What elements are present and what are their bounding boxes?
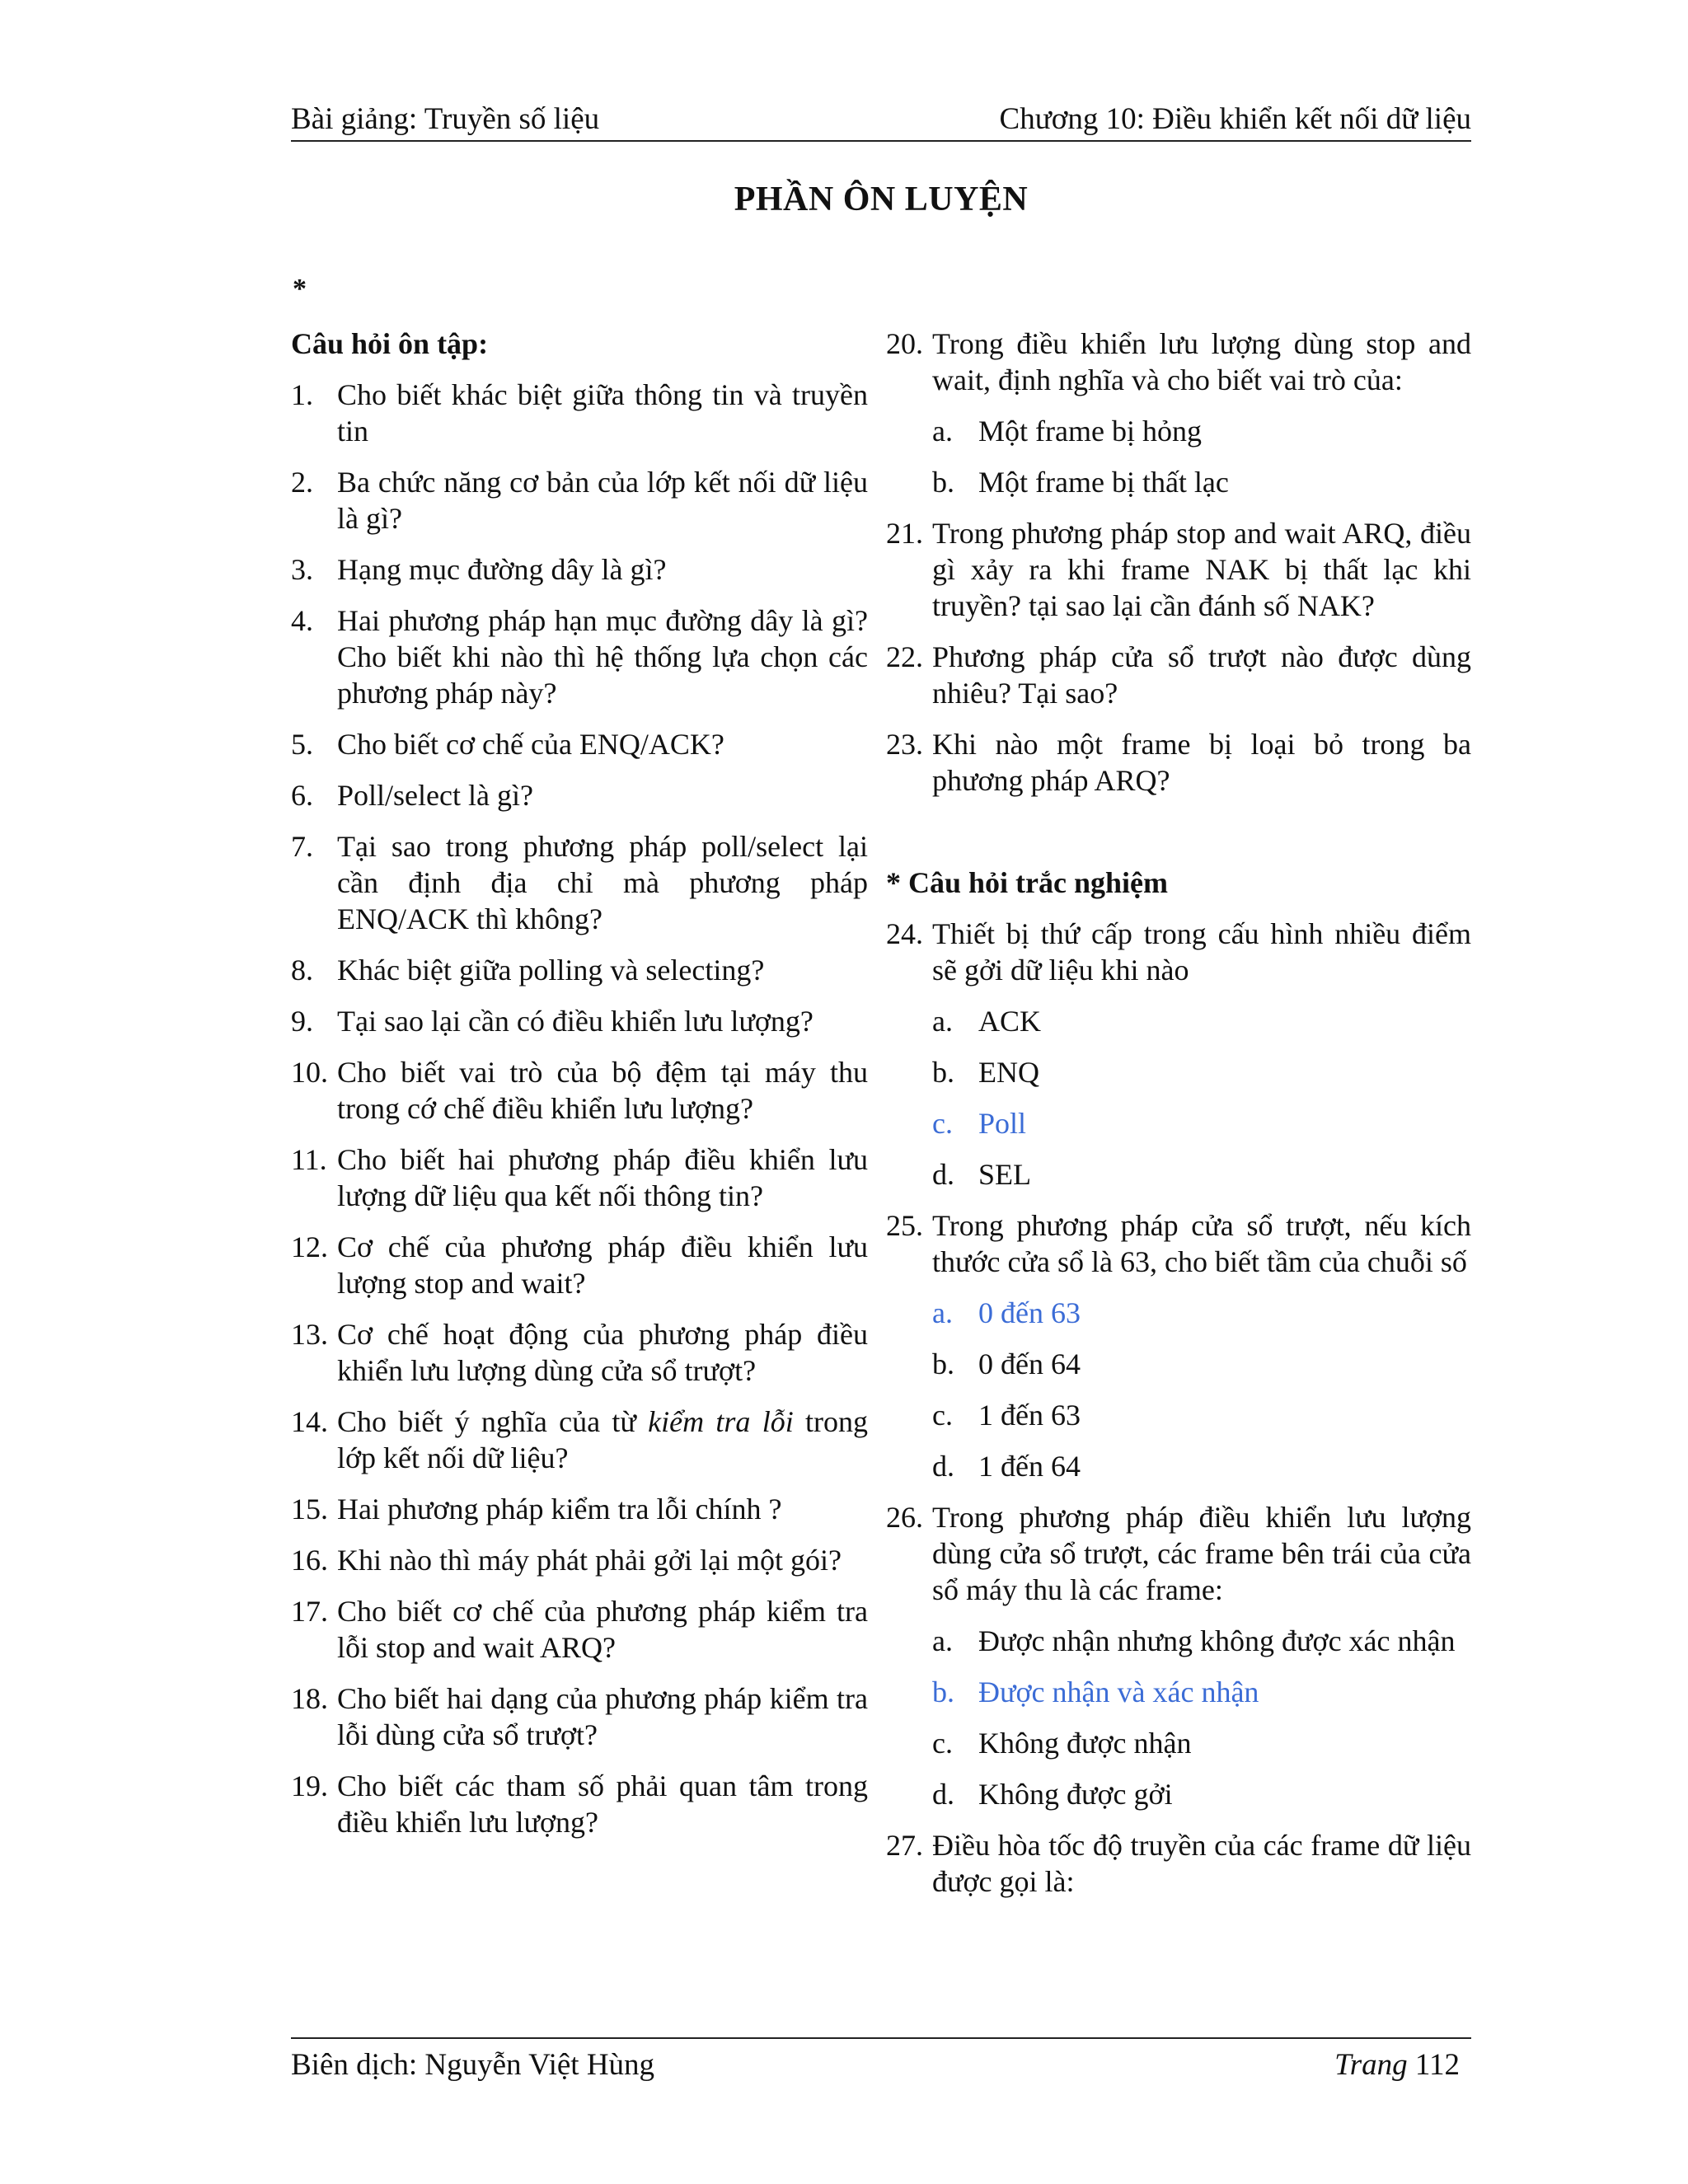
question-2 — [291, 464, 868, 537]
option-24c-correct — [932, 1105, 1471, 1141]
quiz-heading: * Câu hỏi trắc nghiệm — [886, 866, 1168, 899]
option-text: Poll — [978, 1107, 1027, 1140]
option-letter: a. — [932, 1296, 953, 1329]
option-text: 0 đến 64 — [978, 1347, 1081, 1380]
question-text: Trong điều khiển lưu lượng dùng stop and wait, định nghĩa và cho biết vai trò của: — [932, 327, 1471, 396]
question-text: Ba chức năng cơ bản của lớp kết nối dữ liệu là gì? — [337, 466, 868, 535]
question-text: Cơ chế hoạt động của phương pháp điều khiển lưu lượng dùng cửa sổ trượt? — [337, 1318, 868, 1387]
question-number: 22. — [886, 640, 923, 673]
option-letter: d. — [932, 1778, 954, 1811]
question-text: Trong phương pháp cửa sổ trượt, nếu kích thước cửa sổ là 63, cho biết tầm của chuỗi số — [932, 1209, 1471, 1278]
question-number: 3. — [291, 553, 313, 586]
option-letter: c. — [932, 1727, 953, 1760]
question-24 — [886, 916, 1471, 988]
question-text — [337, 1404, 868, 1476]
question-number: 27. — [886, 1829, 923, 1862]
question-text: Cho biết hai phương pháp điều khiển lưu lượng dữ liệu qua kết nối thông tin? — [337, 1143, 868, 1212]
question-number: 11. — [291, 1143, 327, 1176]
question-text: Trong phương pháp stop and wait ARQ, điều gì xảy ra khi frame NAK bị thất lạc khi truyền? tại sao lại cần đánh số NAK? — [932, 517, 1471, 622]
option-letter: b. — [932, 1675, 954, 1708]
question-text-emphasis: kiểm tra lỗi — [648, 1405, 794, 1438]
question-text-part: trong lớp kết nối dữ liệu? — [337, 1405, 868, 1474]
option-25c — [932, 1397, 1471, 1433]
option-text: 1 đến 64 — [978, 1450, 1081, 1483]
option-24d — [932, 1156, 1471, 1193]
question-number: 25. — [886, 1209, 923, 1242]
question-text: Tại sao trong phương pháp poll/select lại cần định địa chỉ mà phương pháp ENQ/ACK thì không? — [337, 830, 868, 935]
question-22 — [886, 639, 1471, 711]
header-right: Chương 10: Điều khiển kết nối dữ liệu — [999, 102, 1471, 136]
page-label: Trang — [1334, 2048, 1408, 2082]
question-number: 26. — [886, 1501, 923, 1534]
question-1 — [291, 377, 868, 449]
question-text: Cho biết cơ chế của ENQ/ACK? — [337, 728, 724, 761]
question-text: Hai phương pháp hạn mục đường dây là gì? Cho biết khi nào thì hệ thống lựa chọn các phương pháp này? — [337, 604, 868, 710]
question-number: 6. — [291, 779, 313, 812]
question-text: Cho biết vai trò của bộ đệm tại máy thu trong cớ chế điều khiển lưu lượng? — [337, 1056, 868, 1125]
option-20b — [932, 464, 1471, 500]
option-25b — [932, 1346, 1471, 1382]
question-21 — [886, 515, 1471, 624]
question-7 — [291, 828, 868, 937]
question-23 — [886, 726, 1471, 799]
question-number: 20. — [886, 327, 923, 360]
question-text: Phương pháp cửa sổ trượt nào được dùng nhiêu? Tại sao? — [932, 640, 1471, 710]
option-letter: a. — [932, 1005, 953, 1038]
option-letter: b. — [932, 1056, 954, 1089]
question-number: 7. — [291, 830, 313, 863]
page-header — [291, 101, 1471, 142]
question-number: 9. — [291, 1005, 313, 1038]
right-column — [886, 326, 1471, 1915]
question-8 — [291, 952, 868, 988]
question-number: 21. — [886, 517, 923, 550]
question-number: 8. — [291, 954, 313, 987]
section-spacer — [886, 813, 1471, 865]
question-20 — [886, 326, 1471, 398]
question-text: Khi nào thì máy phát phải gởi lại một gói? — [337, 1544, 842, 1577]
option-25d — [932, 1448, 1471, 1484]
question-3 — [291, 551, 868, 588]
option-26b-correct — [932, 1674, 1471, 1710]
question-number: 10. — [291, 1056, 328, 1089]
question-number: 24. — [886, 917, 923, 950]
option-24a — [932, 1003, 1471, 1039]
question-number: 1. — [291, 378, 313, 411]
option-26c — [932, 1725, 1471, 1761]
option-text: Một frame bị hỏng — [978, 415, 1202, 448]
question-17 — [291, 1593, 868, 1666]
option-letter: b. — [932, 1347, 954, 1380]
question-text: Trong phương pháp điều khiển lưu lượng dùng cửa sổ trượt, các frame bên trái của cửa sổ máy thu là các frame: — [932, 1501, 1471, 1606]
question-number: 4. — [291, 604, 313, 637]
option-text: SEL — [978, 1158, 1032, 1191]
question-number: 19. — [291, 1769, 328, 1802]
question-text: Cho biết khác biệt giữa thông tin và truyền tin — [337, 378, 868, 448]
option-text: ACK — [978, 1005, 1042, 1038]
question-14 — [291, 1404, 868, 1476]
option-text: Được nhận nhưng không được xác nhận — [978, 1624, 1456, 1657]
question-number: 16. — [291, 1544, 328, 1577]
page-footer — [291, 2037, 1471, 2083]
question-text-part: Cho biết ý nghĩa của từ — [337, 1405, 649, 1438]
review-heading: Câu hỏi ôn tập: — [291, 327, 489, 360]
question-number: 2. — [291, 466, 313, 499]
question-text: Cho biết cơ chế của phương pháp kiểm tra lỗi stop and wait ARQ? — [337, 1595, 868, 1664]
question-text: Cho biết hai dạng của phương pháp kiểm tra lỗi dùng cửa sổ trượt? — [337, 1682, 868, 1751]
question-text: Tại sao lại cần có điều khiển lưu lượng? — [337, 1005, 814, 1038]
option-26d — [932, 1776, 1471, 1812]
question-text: Khi nào một frame bị loại bỏ trong ba phương pháp ARQ? — [932, 728, 1471, 797]
star-marker: * — [293, 274, 307, 304]
option-letter: a. — [932, 1624, 953, 1657]
option-letter: b. — [932, 466, 954, 499]
question-text: Cơ chế của phương pháp điều khiển lưu lượng stop and wait? — [337, 1230, 868, 1300]
option-text: Được nhận và xác nhận — [978, 1675, 1259, 1708]
question-25 — [886, 1207, 1471, 1280]
question-10 — [291, 1054, 868, 1127]
question-13 — [291, 1316, 868, 1389]
question-12 — [291, 1229, 868, 1301]
footer-translator: Biên dịch: Nguyễn Việt Hùng — [291, 2048, 655, 2082]
question-number: 23. — [886, 728, 923, 761]
question-27 — [886, 1827, 1471, 1900]
option-text: ENQ — [978, 1056, 1039, 1089]
option-25a-correct — [932, 1295, 1471, 1331]
option-text: Không được gởi — [978, 1778, 1173, 1811]
page-number — [1334, 2047, 1471, 2083]
option-text: 0 đến 63 — [978, 1296, 1081, 1329]
question-6 — [291, 777, 868, 813]
page-number-value: 112 — [1414, 2048, 1460, 2082]
question-26 — [886, 1499, 1471, 1608]
question-number: 5. — [291, 728, 313, 761]
question-number: 12. — [291, 1230, 328, 1263]
question-16 — [291, 1542, 868, 1578]
question-number: 13. — [291, 1318, 328, 1351]
question-5 — [291, 726, 868, 762]
question-text: Cho biết các tham số phải quan tâm trong điều khiển lưu lượng? — [337, 1769, 868, 1839]
option-text: Một frame bị thất lạc — [978, 466, 1229, 499]
question-text: Thiết bị thứ cấp trong cấu hình nhiều điểm sẽ gởi dữ liệu khi nào — [932, 917, 1471, 987]
option-20a — [932, 413, 1471, 449]
header-left: Bài giảng: Truyền số liệu — [291, 102, 600, 136]
question-number: 15. — [291, 1493, 328, 1526]
option-text: Không được nhận — [978, 1727, 1192, 1760]
option-26a — [932, 1623, 1471, 1659]
left-column — [291, 326, 868, 1855]
option-24b — [932, 1054, 1471, 1090]
question-15 — [291, 1491, 868, 1527]
question-number: 17. — [291, 1595, 328, 1628]
question-number: 18. — [291, 1682, 328, 1715]
question-19 — [291, 1768, 868, 1840]
question-text: Hạng mục đường dây là gì? — [337, 553, 667, 586]
option-letter: c. — [932, 1107, 953, 1140]
question-text: Khác biệt giữa polling và selecting? — [337, 954, 765, 987]
option-letter: a. — [932, 415, 953, 448]
option-letter: c. — [932, 1399, 953, 1432]
question-text: Điều hòa tốc độ truyền của các frame dữ liệu được gọi là: — [932, 1829, 1471, 1898]
question-4 — [291, 602, 868, 711]
question-11 — [291, 1141, 868, 1214]
question-text: Hai phương pháp kiểm tra lỗi chính ? — [337, 1493, 782, 1526]
question-9 — [291, 1003, 868, 1039]
page-title: PHẦN ÔN LUYỆN — [734, 180, 1029, 218]
question-number: 14. — [291, 1405, 328, 1438]
question-text: Poll/select là gì? — [337, 779, 533, 812]
option-text: 1 đến 63 — [978, 1399, 1081, 1432]
option-letter: d. — [932, 1158, 954, 1191]
question-18 — [291, 1680, 868, 1753]
option-letter: d. — [932, 1450, 954, 1483]
